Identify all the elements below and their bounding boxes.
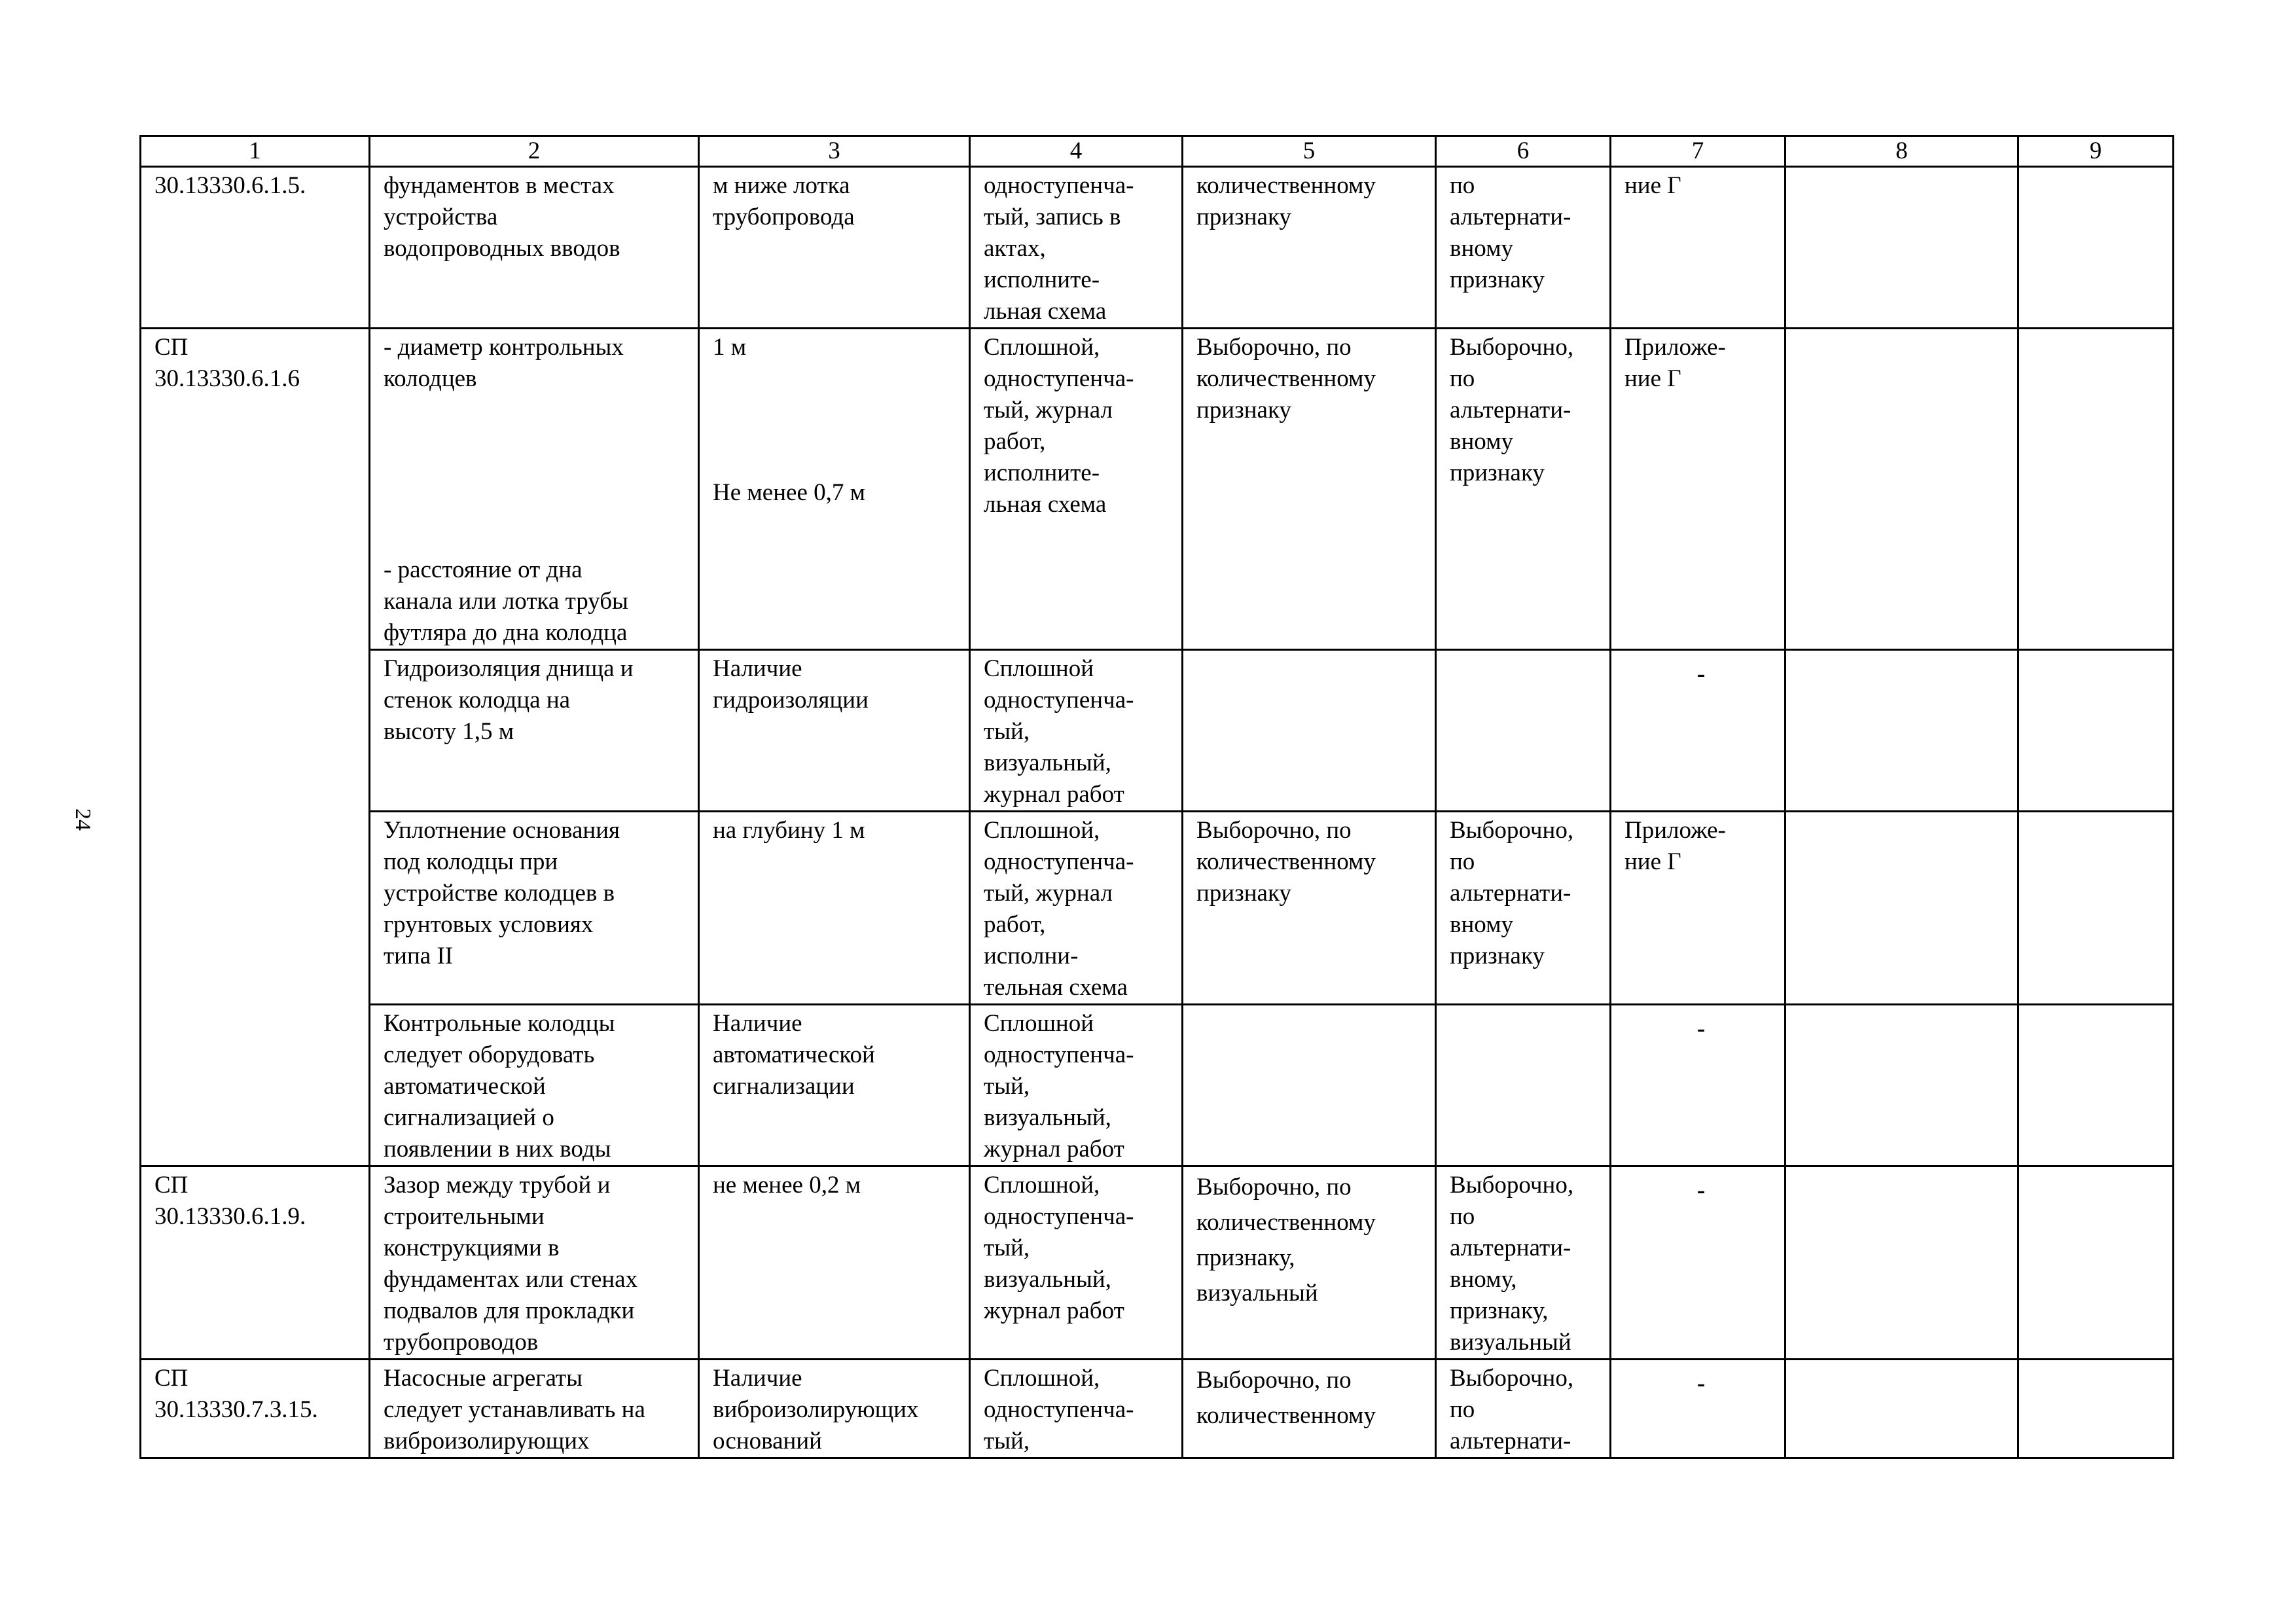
column-header: 3 (699, 136, 970, 167)
cell-empty (1785, 1360, 2018, 1458)
cell-reference: - (1611, 1005, 1785, 1166)
cell-selection-2 (1436, 650, 1611, 812)
cell-empty (2018, 812, 2174, 1005)
cell-empty (2018, 1360, 2174, 1458)
cell-selection-2: по альтернати- вному признаку (1436, 167, 1611, 329)
table-row (141, 650, 2174, 812)
cell-requirement: Наличие гидроизоляции (699, 650, 970, 812)
column-header: 5 (1183, 136, 1436, 167)
cell-empty (1785, 1005, 2018, 1166)
cell-empty (1785, 329, 2018, 650)
cell-empty (2018, 650, 2174, 812)
cell-control-method: Сплошной, одноступенча- тый, (970, 1360, 1183, 1458)
table-row (141, 1005, 2174, 1166)
table-row (141, 167, 2174, 329)
cell-requirement (699, 329, 970, 650)
column-header: 6 (1436, 136, 1611, 167)
cell-norm-ref: СП 30.13330.6.1.6 (141, 329, 370, 812)
cell-empty (1785, 812, 2018, 1005)
cell-requirement: Наличие автоматической сигнализации (699, 1005, 970, 1166)
table-row (141, 1360, 2174, 1458)
cell-control-method: Сплошной одноступенча- тый, визуальный, журнал работ (970, 1005, 1183, 1166)
column-header: 7 (1611, 136, 1785, 167)
cell-norm-ref: СП 30.13330.7.3.15. (141, 1360, 370, 1458)
cell-selection-2 (1436, 1005, 1611, 1166)
requirement-diameter: 1 м (713, 334, 747, 361)
requirement-distance: Не менее 0,7 м (713, 479, 866, 506)
cell-empty (1785, 1166, 2018, 1360)
cell-parameter: Гидроизоляция днища и стенок колодца на высоту 1,5 м (370, 650, 699, 812)
table-row (141, 812, 2174, 1005)
cell-parameter: Контрольные колодцы следует оборудовать автоматической сигнализацией о появлении в них воды (370, 1005, 699, 1166)
cell-requirement: м ниже лотка трубопровода (699, 167, 970, 329)
cell-reference: ние Г (1611, 167, 1785, 329)
cell-selection-2: Выборочно, по альтернати- (1436, 1360, 1611, 1458)
cell-reference: Приложе- ние Г (1611, 812, 1785, 1005)
cell-selection-1 (1183, 1005, 1436, 1166)
cell-empty (1785, 167, 2018, 329)
cell-selection-2: Выборочно, по альтернати- вному, признаку, визуальный (1436, 1166, 1611, 1360)
table-row (141, 1166, 2174, 1360)
cell-control-method: Сплошной, одноступенча- тый, журнал работ, исполните- льная схема (970, 329, 1183, 650)
column-header: 2 (370, 136, 699, 167)
cell-parameter: Насосные агрегаты следует устанавливать на виброизолирующих (370, 1360, 699, 1458)
cell-parameter: Уплотнение основания под колодцы при устройстве колодцев в грунтовых условиях типа II (370, 812, 699, 1005)
cell-control-method: Сплошной, одноступенча- тый, журнал работ, исполни- тельная схема (970, 812, 1183, 1005)
cell-selection-1 (1183, 650, 1436, 812)
cell-parameter: фундаментов в местах устройства водопроводных вводов (370, 167, 699, 329)
cell-selection-1: Выборочно, по количественному признаку (1183, 812, 1436, 1005)
cell-norm-ref (141, 1005, 370, 1166)
cell-reference: - (1611, 1360, 1785, 1458)
cell-empty (1785, 650, 2018, 812)
column-header: 9 (2018, 136, 2174, 167)
column-header: 1 (141, 136, 370, 167)
cell-selection-1: Выборочно, по количественному признаку, визуальный (1183, 1166, 1436, 1360)
cell-selection-2: Выборочно, по альтернати- вному признаку (1436, 329, 1611, 650)
table-row (141, 329, 2174, 650)
cell-empty (2018, 329, 2174, 650)
cell-selection-1: Выборочно, по количественному признаку (1183, 329, 1436, 650)
cell-requirement: Наличие виброизолирующих оснований (699, 1360, 970, 1458)
cell-norm-ref (141, 812, 370, 1005)
cell-selection-2: Выборочно, по альтернати- вному признаку (1436, 812, 1611, 1005)
cell-selection-1: количественному признаку (1183, 167, 1436, 329)
cell-norm-ref: СП 30.13330.6.1.9. (141, 1166, 370, 1360)
inspection-table (139, 135, 2174, 1459)
cell-requirement: не менее 0,2 м (699, 1166, 970, 1360)
parameter-diameter: - диаметр контрольных колодцев (384, 334, 624, 392)
cell-reference: Приложе- ние Г (1611, 329, 1785, 650)
cell-empty (2018, 167, 2174, 329)
page-number: 24 (71, 808, 95, 831)
cell-selection-1: Выборочно, по количественному (1183, 1360, 1436, 1458)
cell-parameter: Зазор между трубой и строительными конструкциями в фундаментах или стенах подвалов для прокладки трубопроводов (370, 1166, 699, 1360)
cell-empty (2018, 1166, 2174, 1360)
cell-control-method: одноступенча- тый, запись в актах, исполните- льная схема (970, 167, 1183, 329)
parameter-distance: - расстояние от дна канала или лотка трубы футляра до дна колодца (384, 556, 628, 646)
cell-requirement: на глубину 1 м (699, 812, 970, 1005)
column-header: 4 (970, 136, 1183, 167)
cell-norm-ref: 30.13330.6.1.5. (141, 167, 370, 329)
cell-empty (2018, 1005, 2174, 1166)
cell-control-method: Сплошной, одноступенча- тый, визуальный, журнал работ (970, 1166, 1183, 1360)
cell-parameter (370, 329, 699, 650)
cell-reference: - (1611, 1166, 1785, 1360)
cell-reference: - (1611, 650, 1785, 812)
column-number-row (141, 136, 2174, 167)
column-header: 8 (1785, 136, 2018, 167)
cell-control-method: Сплошной одноступенча- тый, визуальный, журнал работ (970, 650, 1183, 812)
